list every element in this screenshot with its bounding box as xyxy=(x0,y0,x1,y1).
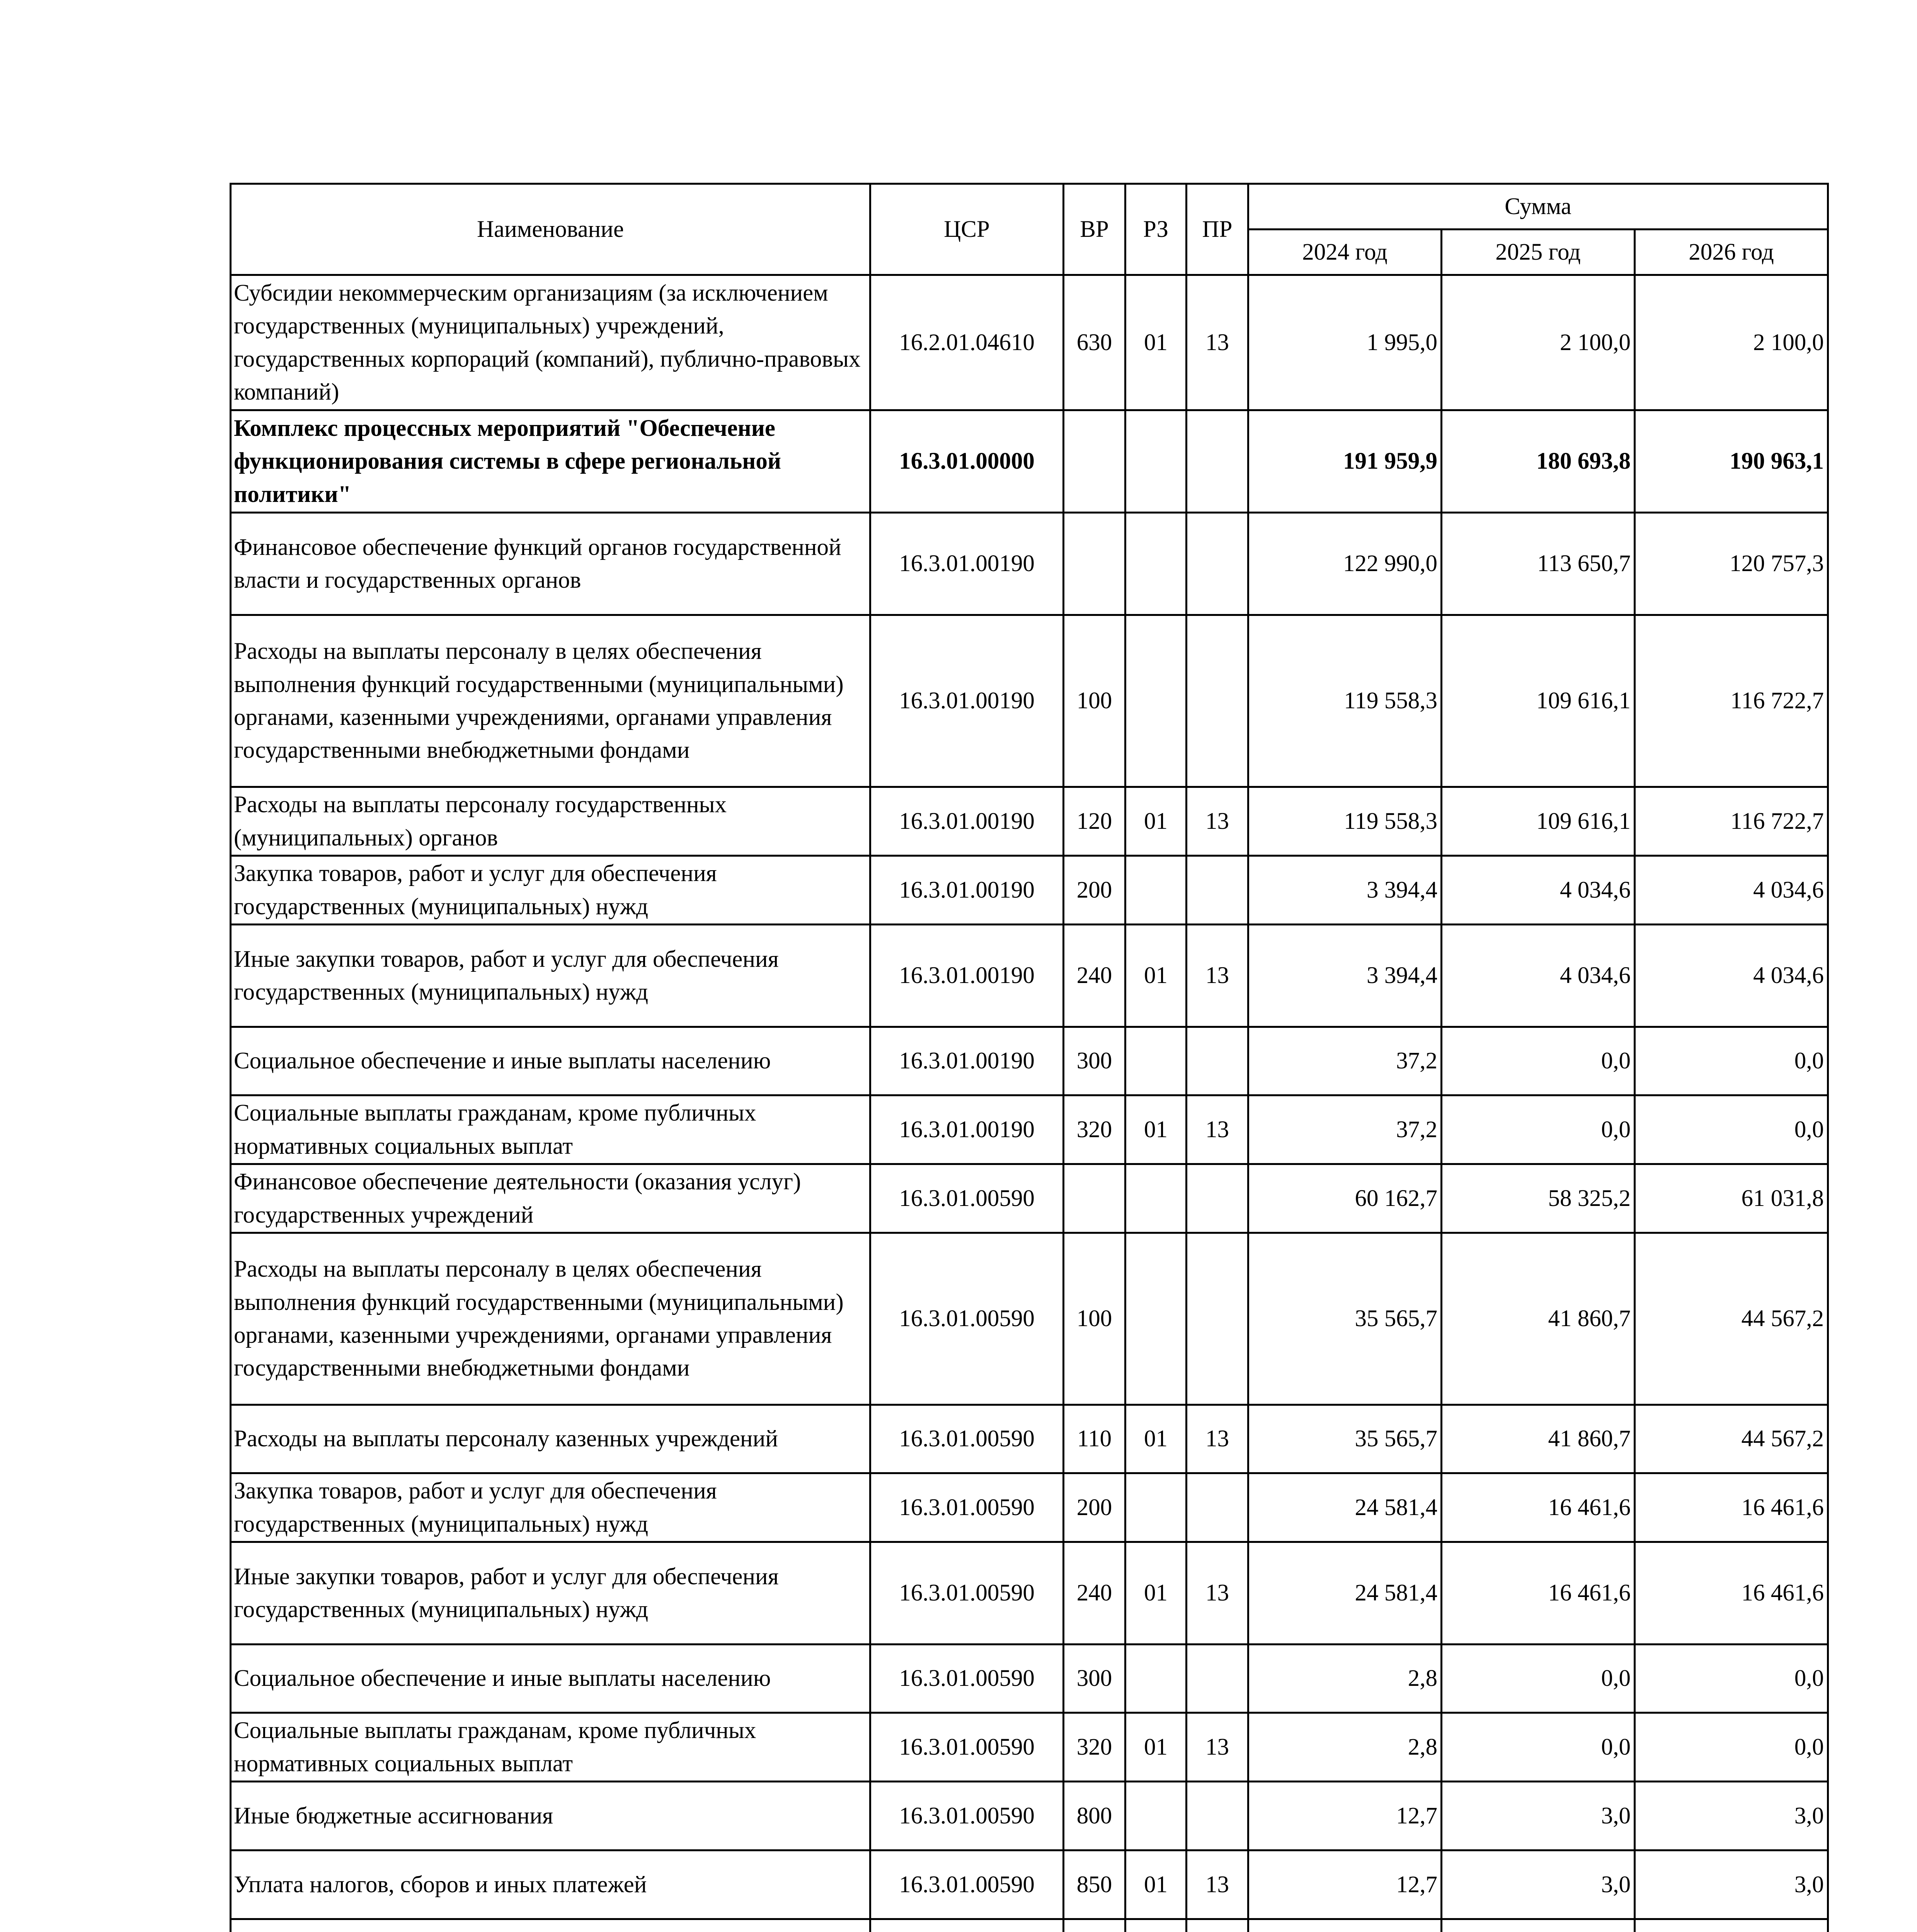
row-csr: 16.2.01.04610 xyxy=(870,275,1064,410)
row-pr xyxy=(1187,1919,1248,1932)
row-pr: 13 xyxy=(1187,1713,1248,1782)
header-row-1 xyxy=(231,184,1828,230)
row-csr: 16.3.01.00190 xyxy=(870,1095,1064,1164)
row-name: Социальные выплаты гражданам, кроме публичных нормативных социальных выплат xyxy=(231,1713,870,1782)
row-csr: 16.3.01.00590 xyxy=(870,1645,1064,1713)
table-row xyxy=(231,1473,1828,1542)
row-csr: 16.3.01.00590 xyxy=(870,1850,1064,1919)
row-csr: 16.3.01.00190 xyxy=(870,513,1064,615)
row-rz xyxy=(1125,1645,1187,1713)
row-sum-2025: 3,0 xyxy=(1442,1850,1635,1919)
row-sum-2025: 0,0 xyxy=(1442,1645,1635,1713)
row-name: Комплекс процессных мероприятий "Обеспечение функционирования системы в сфере региональной политики" xyxy=(231,410,870,513)
row-sum-2025: 3,0 xyxy=(1442,1782,1635,1850)
row-sum-2025: 4 034,6 xyxy=(1442,925,1635,1027)
budget-table xyxy=(230,183,1829,1932)
header-csr: ЦСР xyxy=(870,184,1064,275)
row-sum-2024: 35 565,7 xyxy=(1248,1233,1442,1405)
row-sum-2024: 2,8 xyxy=(1248,1645,1442,1713)
row-sum-2024: 12,7 xyxy=(1248,1850,1442,1919)
table-row xyxy=(231,1782,1828,1850)
row-pr: 13 xyxy=(1187,1850,1248,1919)
row-pr: 13 xyxy=(1187,787,1248,856)
row-pr: 13 xyxy=(1187,275,1248,410)
row-rz xyxy=(1125,1164,1187,1233)
table-row xyxy=(231,1542,1828,1645)
row-sum-2025: 2 100,0 xyxy=(1442,275,1635,410)
row-csr: 16.3.01.00190 xyxy=(870,787,1064,856)
row-sum-2024: 60 162,7 xyxy=(1248,1164,1442,1233)
row-name: Закупка товаров, работ и услуг для обеспечения государственных (муниципальных) нужд xyxy=(231,1473,870,1542)
row-pr xyxy=(1187,1027,1248,1095)
table-row xyxy=(231,1233,1828,1405)
row-rz xyxy=(1125,513,1187,615)
row-vr: 200 xyxy=(1064,1473,1125,1542)
row-sum-2026: 0,0 xyxy=(1635,1027,1828,1095)
table-row xyxy=(231,1919,1828,1932)
row-csr: 16.3.01.00590 xyxy=(870,1473,1064,1542)
row-vr xyxy=(1064,410,1125,513)
row-pr xyxy=(1187,1645,1248,1713)
table-row xyxy=(231,925,1828,1027)
row-sum-2026: 2 100,0 xyxy=(1635,275,1828,410)
row-vr: 300 xyxy=(1064,1027,1125,1095)
row-pr: 13 xyxy=(1187,1542,1248,1645)
row-sum-2024: 12,7 xyxy=(1248,1782,1442,1850)
row-rz xyxy=(1125,856,1187,925)
row-sum-2026: 4 034,6 xyxy=(1635,925,1828,1027)
row-sum-2024: 122 990,0 xyxy=(1248,513,1442,615)
row-pr xyxy=(1187,615,1248,787)
row-pr xyxy=(1187,513,1248,615)
table-row xyxy=(231,513,1828,615)
row-sum-2024: 3 394,4 xyxy=(1248,925,1442,1027)
row-sum-2026: 116 722,7 xyxy=(1635,615,1828,787)
row-sum-2024 xyxy=(1248,1919,1442,1932)
row-sum-2024: 2,8 xyxy=(1248,1713,1442,1782)
row-vr: 240 xyxy=(1064,1542,1125,1645)
table-row xyxy=(231,787,1828,856)
row-name: Финансовое обеспечение деятельности (оказания услуг) государственных учреждений xyxy=(231,1164,870,1233)
row-csr: 16.3.01.00590 xyxy=(870,1164,1064,1233)
row-sum-2024: 3 394,4 xyxy=(1248,856,1442,925)
row-rz xyxy=(1125,1782,1187,1850)
row-name: Иные закупки товаров, работ и услуг для обеспечения государственных (муниципальных) нужд xyxy=(231,1542,870,1645)
row-name: Социальные выплаты гражданам, кроме публичных нормативных социальных выплат xyxy=(231,1095,870,1164)
row-sum-2026: 116 722,7 xyxy=(1635,787,1828,856)
row-csr: 16.3.01.00590 xyxy=(870,1405,1064,1473)
row-sum-2024: 119 558,3 xyxy=(1248,787,1442,856)
table-body xyxy=(231,275,1828,1932)
table-row xyxy=(231,856,1828,925)
row-sum-2026: 44 567,2 xyxy=(1635,1405,1828,1473)
header-pr: ПР xyxy=(1187,184,1248,275)
row-name: Расходы на выплаты персоналу в целях обеспечения выполнения функций государственными (муниципальными) органами, казенными учреждениями, органами управления государственными внебюджетными фондами xyxy=(231,615,870,787)
row-rz: 01 xyxy=(1125,275,1187,410)
row-name: Расходы на выплаты персоналу казенных учреждений xyxy=(231,1405,870,1473)
row-csr: 16.3.01.00190 xyxy=(870,856,1064,925)
row-sum-2026: 3,0 xyxy=(1635,1782,1828,1850)
row-csr: 16.3.01.00590 xyxy=(870,1542,1064,1645)
table-row xyxy=(231,1027,1828,1095)
row-vr: 320 xyxy=(1064,1713,1125,1782)
row-vr: 100 xyxy=(1064,1233,1125,1405)
row-pr xyxy=(1187,1782,1248,1850)
table-row xyxy=(231,1095,1828,1164)
row-name xyxy=(231,1919,870,1932)
row-pr xyxy=(1187,1164,1248,1233)
row-vr: 200 xyxy=(1064,856,1125,925)
header-year-2024: 2024 год xyxy=(1248,230,1442,275)
header-vr: ВР xyxy=(1064,184,1125,275)
row-sum-2026: 16 461,6 xyxy=(1635,1542,1828,1645)
row-rz xyxy=(1125,1233,1187,1405)
row-vr xyxy=(1064,1164,1125,1233)
row-name: Субсидии некоммерческим организациям (за исключением государственных (муниципальных) учреждений, государственных корпораций (компаний), публично-правовых компаний) xyxy=(231,275,870,410)
row-sum-2026: 0,0 xyxy=(1635,1095,1828,1164)
header-name: Наименование xyxy=(231,184,870,275)
row-sum-2024: 24 581,4 xyxy=(1248,1473,1442,1542)
row-rz: 01 xyxy=(1125,925,1187,1027)
row-sum-2026: 16 461,6 xyxy=(1635,1473,1828,1542)
row-csr: 16.3.01.00190 xyxy=(870,1027,1064,1095)
row-vr: 100 xyxy=(1064,615,1125,787)
row-sum-2026: 0,0 xyxy=(1635,1713,1828,1782)
row-name: Расходы на выплаты персоналу в целях обеспечения выполнения функций государственными (муниципальными) органами, казенными учреждениями, органами управления государственными внебюджетными фондами xyxy=(231,1233,870,1405)
row-vr xyxy=(1064,1919,1125,1932)
row-name: Социальное обеспечение и иные выплаты населению xyxy=(231,1645,870,1713)
table-row xyxy=(231,1850,1828,1919)
header-rz: РЗ xyxy=(1125,184,1187,275)
header-year-2025: 2025 год xyxy=(1442,230,1635,275)
row-sum-2025: 109 616,1 xyxy=(1442,615,1635,787)
row-sum-2024: 24 581,4 xyxy=(1248,1542,1442,1645)
row-sum-2024: 119 558,3 xyxy=(1248,615,1442,787)
row-rz xyxy=(1125,410,1187,513)
row-vr xyxy=(1064,513,1125,615)
row-vr: 300 xyxy=(1064,1645,1125,1713)
header-sum: Сумма xyxy=(1248,184,1828,230)
table-row xyxy=(231,615,1828,787)
row-vr: 120 xyxy=(1064,787,1125,856)
row-sum-2026: 44 567,2 xyxy=(1635,1233,1828,1405)
row-rz xyxy=(1125,1473,1187,1542)
row-csr: 16.3.01.00190 xyxy=(870,925,1064,1027)
table-row xyxy=(231,410,1828,513)
row-sum-2026: 0,0 xyxy=(1635,1645,1828,1713)
row-name: Финансовое обеспечение функций органов государственной власти и государственных органов xyxy=(231,513,870,615)
row-sum-2026: 190 963,1 xyxy=(1635,410,1828,513)
row-sum-2025: 0,0 xyxy=(1442,1095,1635,1164)
row-vr: 240 xyxy=(1064,925,1125,1027)
row-sum-2024: 37,2 xyxy=(1248,1027,1442,1095)
row-pr xyxy=(1187,1233,1248,1405)
row-sum-2025: 180 693,8 xyxy=(1442,410,1635,513)
row-vr: 110 xyxy=(1064,1405,1125,1473)
row-sum-2024: 191 959,9 xyxy=(1248,410,1442,513)
row-sum-2024: 35 565,7 xyxy=(1248,1405,1442,1473)
row-sum-2026 xyxy=(1635,1919,1828,1932)
row-vr: 320 xyxy=(1064,1095,1125,1164)
row-rz: 01 xyxy=(1125,1850,1187,1919)
row-vr: 630 xyxy=(1064,275,1125,410)
row-name: Уплата налогов, сборов и иных платежей xyxy=(231,1850,870,1919)
row-pr: 13 xyxy=(1187,925,1248,1027)
row-csr: 16.3.01.00590 xyxy=(870,1233,1064,1405)
row-sum-2025: 16 461,6 xyxy=(1442,1542,1635,1645)
row-name: Социальное обеспечение и иные выплаты населению xyxy=(231,1027,870,1095)
row-csr: 16.3.01.00590 xyxy=(870,1782,1064,1850)
row-sum-2024: 37,2 xyxy=(1248,1095,1442,1164)
row-sum-2025: 41 860,7 xyxy=(1442,1233,1635,1405)
row-sum-2025: 41 860,7 xyxy=(1442,1405,1635,1473)
row-sum-2025: 113 650,7 xyxy=(1442,513,1635,615)
row-sum-2026: 4 034,6 xyxy=(1635,856,1828,925)
row-rz xyxy=(1125,1919,1187,1932)
row-rz: 01 xyxy=(1125,1713,1187,1782)
row-csr: 16.3.01.00000 xyxy=(870,410,1064,513)
row-csr: 16.3.01.00190 xyxy=(870,615,1064,787)
row-sum-2025: 109 616,1 xyxy=(1442,787,1635,856)
row-pr xyxy=(1187,410,1248,513)
row-sum-2025: 0,0 xyxy=(1442,1027,1635,1095)
row-sum-2025 xyxy=(1442,1919,1635,1932)
row-rz: 01 xyxy=(1125,1095,1187,1164)
table-row xyxy=(231,1713,1828,1782)
header-year-2026: 2026 год xyxy=(1635,230,1828,275)
row-sum-2025: 0,0 xyxy=(1442,1713,1635,1782)
row-sum-2025: 58 325,2 xyxy=(1442,1164,1635,1233)
row-pr xyxy=(1187,856,1248,925)
table-row xyxy=(231,1645,1828,1713)
row-name: Иные бюджетные ассигнования xyxy=(231,1782,870,1850)
row-rz: 01 xyxy=(1125,1405,1187,1473)
row-pr: 13 xyxy=(1187,1405,1248,1473)
row-sum-2025: 4 034,6 xyxy=(1442,856,1635,925)
row-csr: 16.3.01.00590 xyxy=(870,1713,1064,1782)
row-name: Расходы на выплаты персоналу государственных (муниципальных) органов xyxy=(231,787,870,856)
row-name: Иные закупки товаров, работ и услуг для обеспечения государственных (муниципальных) нужд xyxy=(231,925,870,1027)
table-row xyxy=(231,1164,1828,1233)
table-row xyxy=(231,1405,1828,1473)
row-vr: 800 xyxy=(1064,1782,1125,1850)
row-sum-2024: 1 995,0 xyxy=(1248,275,1442,410)
row-vr: 850 xyxy=(1064,1850,1125,1919)
table-row xyxy=(231,275,1828,410)
row-rz xyxy=(1125,1027,1187,1095)
row-csr xyxy=(870,1919,1064,1932)
row-sum-2026: 120 757,3 xyxy=(1635,513,1828,615)
row-name: Закупка товаров, работ и услуг для обеспечения государственных (муниципальных) нужд xyxy=(231,856,870,925)
row-pr: 13 xyxy=(1187,1095,1248,1164)
row-pr xyxy=(1187,1473,1248,1542)
row-sum-2026: 61 031,8 xyxy=(1635,1164,1828,1233)
row-rz: 01 xyxy=(1125,1542,1187,1645)
row-sum-2025: 16 461,6 xyxy=(1442,1473,1635,1542)
row-rz xyxy=(1125,615,1187,787)
row-sum-2026: 3,0 xyxy=(1635,1850,1828,1919)
row-rz: 01 xyxy=(1125,787,1187,856)
